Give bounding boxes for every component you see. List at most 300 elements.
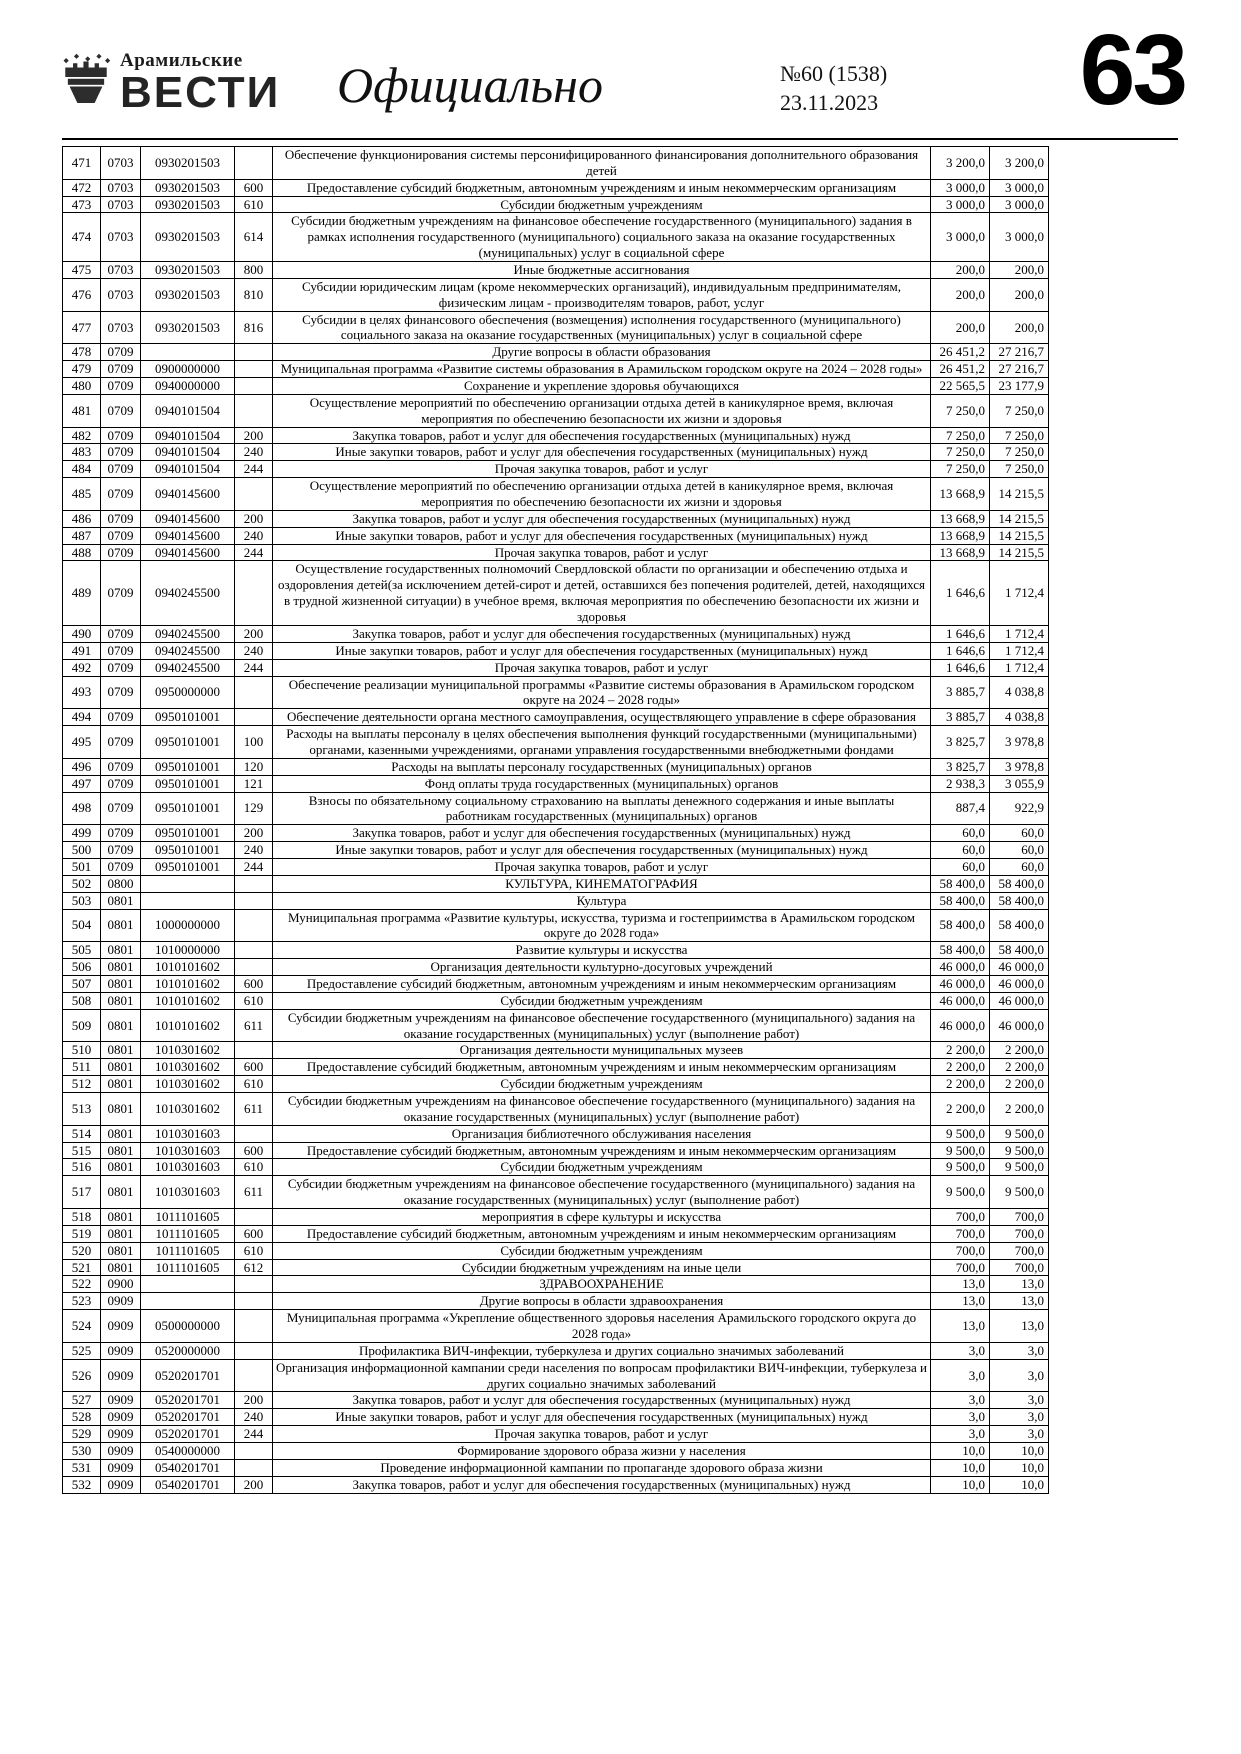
cell-type: 800 [235, 262, 273, 279]
cell-plan1: 2 938,3 [931, 775, 990, 792]
cell-section: 0709 [101, 461, 141, 478]
table-row [63, 758, 1049, 775]
cell-name: Прочая закупка товаров, работ и услуг [273, 858, 931, 875]
cell-type: 611 [235, 1009, 273, 1042]
cell-plan1: 3 825,7 [931, 726, 990, 759]
table-row [63, 478, 1049, 511]
cell-name: Иные закупки товаров, работ и услуг для обеспечения государственных (муниципальных) нужд [273, 527, 931, 544]
cell-num: 475 [63, 262, 101, 279]
cell-num: 514 [63, 1125, 101, 1142]
cell-type: 244 [235, 544, 273, 561]
cell-target: 0540000000 [141, 1443, 235, 1460]
cell-name: Организация библиотечного обслуживания населения [273, 1125, 931, 1142]
cell-plan2: 58 400,0 [990, 909, 1049, 942]
cell-section: 0909 [101, 1426, 141, 1443]
cell-name: Субсидии бюджетным учреждениям на финансовое обеспечение государственного (муниципального) задания на оказание государственных (муниципальных) услуг (выполнение работ) [273, 1092, 931, 1125]
cell-num: 526 [63, 1359, 101, 1392]
cell-target: 1000000000 [141, 909, 235, 942]
cell-name: Культура [273, 892, 931, 909]
cell-type: 610 [235, 1159, 273, 1176]
cell-num: 530 [63, 1443, 101, 1460]
cell-type: 240 [235, 842, 273, 859]
cell-num: 500 [63, 842, 101, 859]
table-row [63, 1159, 1049, 1176]
table-row [63, 461, 1049, 478]
cell-name: Осуществление мероприятий по обеспечению организации отдыха детей в каникулярное время, включая мероприятия по обеспечению безопасности их жизни и здоровья [273, 394, 931, 427]
cell-target: 0950000000 [141, 676, 235, 709]
cell-plan1: 3 885,7 [931, 709, 990, 726]
cell-plan2: 10,0 [990, 1476, 1049, 1493]
cell-plan1: 46 000,0 [931, 992, 990, 1009]
cell-plan1: 200,0 [931, 278, 990, 311]
cell-name: Предоставление субсидий бюджетным, автономным учреждениям и иным некоммерческим организациям [273, 975, 931, 992]
cell-target: 1010301603 [141, 1142, 235, 1159]
cell-type: 200 [235, 427, 273, 444]
cell-num: 473 [63, 196, 101, 213]
cell-num: 513 [63, 1092, 101, 1125]
cell-plan2: 3,0 [990, 1342, 1049, 1359]
cell-plan2: 60,0 [990, 825, 1049, 842]
cell-plan2: 14 215,5 [990, 544, 1049, 561]
table-row [63, 709, 1049, 726]
cell-type [235, 361, 273, 378]
cell-target: 1011101605 [141, 1225, 235, 1242]
cell-num: 515 [63, 1142, 101, 1159]
cell-section: 0801 [101, 975, 141, 992]
cell-plan1: 2 200,0 [931, 1059, 990, 1076]
cell-type: 611 [235, 1092, 273, 1125]
cell-section: 0709 [101, 561, 141, 625]
cell-num: 477 [63, 311, 101, 344]
cell-target: 0950101001 [141, 842, 235, 859]
cell-type: 610 [235, 992, 273, 1009]
cell-num: 478 [63, 344, 101, 361]
cell-section: 0909 [101, 1409, 141, 1426]
cell-target: 0520201701 [141, 1359, 235, 1392]
cell-plan2: 3,0 [990, 1426, 1049, 1443]
cell-name: Субсидии бюджетным учреждениям [273, 992, 931, 1009]
cell-section: 0709 [101, 676, 141, 709]
cell-plan1: 26 451,2 [931, 361, 990, 378]
cell-target: 1011101605 [141, 1259, 235, 1276]
table-row [63, 1225, 1049, 1242]
cell-type: 610 [235, 1242, 273, 1259]
cell-target: 1011101605 [141, 1209, 235, 1226]
cell-name: Иные закупки товаров, работ и услуг для обеспечения государственных (муниципальных) нужд [273, 1409, 931, 1426]
cell-type: 244 [235, 659, 273, 676]
table-row [63, 1443, 1049, 1460]
cell-plan2: 13,0 [990, 1310, 1049, 1343]
table-row [63, 726, 1049, 759]
cell-plan1: 26 451,2 [931, 344, 990, 361]
cell-plan2: 14 215,5 [990, 510, 1049, 527]
cell-type: 244 [235, 461, 273, 478]
cell-num: 489 [63, 561, 101, 625]
cell-target: 1010301602 [141, 1042, 235, 1059]
cell-name: Прочая закупка товаров, работ и услуг [273, 461, 931, 478]
cell-plan1: 700,0 [931, 1209, 990, 1226]
brand-text [120, 50, 281, 117]
cell-num: 474 [63, 213, 101, 262]
cell-num: 484 [63, 461, 101, 478]
cell-plan2: 200,0 [990, 311, 1049, 344]
cell-plan2: 700,0 [990, 1259, 1049, 1276]
cell-num: 495 [63, 726, 101, 759]
cell-num: 522 [63, 1276, 101, 1293]
cell-num: 498 [63, 792, 101, 825]
cell-plan2: 46 000,0 [990, 1009, 1049, 1042]
cell-section: 0709 [101, 344, 141, 361]
cell-section: 0909 [101, 1293, 141, 1310]
cell-section: 0709 [101, 394, 141, 427]
cell-type: 200 [235, 510, 273, 527]
cell-target: 0950101001 [141, 825, 235, 842]
cell-name: Предоставление субсидий бюджетным, автономным учреждениям и иным некоммерческим организациям [273, 1142, 931, 1159]
cell-num: 485 [63, 478, 101, 511]
cell-type: 610 [235, 1076, 273, 1093]
cell-type: 129 [235, 792, 273, 825]
cell-name: Проведение информационной кампании по пропаганде здорового образа жизни [273, 1459, 931, 1476]
cell-type: 600 [235, 1142, 273, 1159]
cell-name: Профилактика ВИЧ-инфекции, туберкулеза и других социально значимых заболеваний [273, 1342, 931, 1359]
cell-num: 518 [63, 1209, 101, 1226]
cell-section: 0801 [101, 1159, 141, 1176]
cell-type: 100 [235, 726, 273, 759]
newspaper-logo [60, 50, 281, 117]
cell-plan2: 3 000,0 [990, 179, 1049, 196]
cell-section: 0801 [101, 1042, 141, 1059]
table-row [63, 1310, 1049, 1343]
cell-plan2: 27 216,7 [990, 344, 1049, 361]
cell-target: 0930201503 [141, 262, 235, 279]
cell-target: 1010301603 [141, 1125, 235, 1142]
cell-target: 1010301602 [141, 1076, 235, 1093]
budget-table-body [63, 147, 1049, 1494]
table-row [63, 1459, 1049, 1476]
cell-type [235, 709, 273, 726]
cell-section: 0709 [101, 775, 141, 792]
cell-name: Обеспечение функционирования системы персонифицированного финансирования дополнительного образования детей [273, 147, 931, 180]
cell-section: 0703 [101, 179, 141, 196]
cell-target: 0940101504 [141, 444, 235, 461]
cell-section: 0709 [101, 427, 141, 444]
cell-section: 0709 [101, 825, 141, 842]
table-row [63, 992, 1049, 1009]
table-row [63, 825, 1049, 842]
cell-section: 0709 [101, 444, 141, 461]
cell-name: мероприятия в сфере культуры и искусства [273, 1209, 931, 1226]
cell-section: 0703 [101, 278, 141, 311]
cell-type: 612 [235, 1259, 273, 1276]
cell-plan1: 10,0 [931, 1443, 990, 1460]
table-row [63, 1426, 1049, 1443]
table-row [63, 196, 1049, 213]
cell-name: Предоставление субсидий бюджетным, автономным учреждениям и иным некоммерческим организациям [273, 179, 931, 196]
cell-num: 517 [63, 1176, 101, 1209]
cell-target [141, 892, 235, 909]
cell-type: 200 [235, 1392, 273, 1409]
cell-name: Субсидии в целях финансового обеспечения (возмещения) исполнения государственного (муниципального) социального заказа на оказание государственных (муниципальных) услуг в социальной сфере [273, 311, 931, 344]
cell-plan1: 9 500,0 [931, 1142, 990, 1159]
table-row [63, 1042, 1049, 1059]
table-row [63, 262, 1049, 279]
cell-plan1: 13 668,9 [931, 478, 990, 511]
cell-name: Расходы на выплаты персоналу государственных (муниципальных) органов [273, 758, 931, 775]
cell-plan2: 2 200,0 [990, 1042, 1049, 1059]
table-row [63, 909, 1049, 942]
brand-name-bottom: ВЕСТИ [120, 68, 281, 117]
table-row [63, 510, 1049, 527]
cell-section: 0801 [101, 1242, 141, 1259]
cell-plan1: 10,0 [931, 1476, 990, 1493]
cell-num: 493 [63, 676, 101, 709]
cell-plan2: 10,0 [990, 1443, 1049, 1460]
table-row [63, 344, 1049, 361]
cell-target: 0540201701 [141, 1476, 235, 1493]
cell-name: Закупка товаров, работ и услуг для обеспечения государственных (муниципальных) нужд [273, 427, 931, 444]
cell-plan2: 7 250,0 [990, 394, 1049, 427]
table-row [63, 1259, 1049, 1276]
cell-plan2: 2 200,0 [990, 1092, 1049, 1125]
cell-type: 121 [235, 775, 273, 792]
cell-type: 200 [235, 1476, 273, 1493]
cell-type [235, 344, 273, 361]
cell-target: 0500000000 [141, 1310, 235, 1343]
cell-plan1: 13 668,9 [931, 510, 990, 527]
cell-plan2: 58 400,0 [990, 942, 1049, 959]
cell-num: 486 [63, 510, 101, 527]
table-row [63, 278, 1049, 311]
cell-type [235, 892, 273, 909]
cell-target: 0940101504 [141, 461, 235, 478]
cell-type: 200 [235, 825, 273, 842]
cell-num: 471 [63, 147, 101, 180]
cell-name: Прочая закупка товаров, работ и услуг [273, 1426, 931, 1443]
cell-num: 482 [63, 427, 101, 444]
cell-plan2: 1 712,4 [990, 561, 1049, 625]
cell-plan1: 10,0 [931, 1459, 990, 1476]
cell-target [141, 1276, 235, 1293]
cell-name: Иные закупки товаров, работ и услуг для обеспечения государственных (муниципальных) нужд [273, 444, 931, 461]
cell-target: 0950101001 [141, 792, 235, 825]
table-row [63, 179, 1049, 196]
cell-plan1: 2 200,0 [931, 1042, 990, 1059]
cell-type [235, 1209, 273, 1226]
cell-section: 0801 [101, 1209, 141, 1226]
cell-plan1: 22 565,5 [931, 378, 990, 395]
table-row [63, 1409, 1049, 1426]
cell-plan1: 3 000,0 [931, 213, 990, 262]
table-row [63, 875, 1049, 892]
cell-num: 487 [63, 527, 101, 544]
cell-plan2: 58 400,0 [990, 875, 1049, 892]
cell-target: 0940145600 [141, 510, 235, 527]
cell-section: 0703 [101, 311, 141, 344]
cell-plan2: 9 500,0 [990, 1159, 1049, 1176]
cell-target: 0520201701 [141, 1392, 235, 1409]
cell-section: 0909 [101, 1310, 141, 1343]
cell-num: 497 [63, 775, 101, 792]
table-row [63, 378, 1049, 395]
cell-type: 600 [235, 975, 273, 992]
cell-plan2: 9 500,0 [990, 1125, 1049, 1142]
cell-target: 1010301602 [141, 1059, 235, 1076]
cell-type [235, 561, 273, 625]
cell-name: Обеспечение деятельности органа местного самоуправления, осуществляющего управление в сфере образования [273, 709, 931, 726]
table-row [63, 311, 1049, 344]
table-row [63, 394, 1049, 427]
cell-num: 510 [63, 1042, 101, 1059]
cell-type: 810 [235, 278, 273, 311]
cell-name: Субсидии бюджетным учреждениям на финансовое обеспечение государственного (муниципального) задания на оказание государственных (муниципальных) услуг (выполнение работ) [273, 1176, 931, 1209]
brand-name-top: Арамильские [120, 50, 243, 71]
cell-name: Иные закупки товаров, работ и услуг для обеспечения государственных (муниципальных) нужд [273, 842, 931, 859]
cell-name: Субсидии бюджетным учреждениям [273, 1159, 931, 1176]
cell-plan1: 46 000,0 [931, 959, 990, 976]
cell-target: 0940245500 [141, 625, 235, 642]
cell-name: Закупка товаров, работ и услуг для обеспечения государственных (муниципальных) нужд [273, 1476, 931, 1493]
cell-type: 200 [235, 625, 273, 642]
cell-target: 0950101001 [141, 775, 235, 792]
cell-target: 0940101504 [141, 427, 235, 444]
cell-target: 0940145600 [141, 527, 235, 544]
cell-target: 1010101602 [141, 975, 235, 992]
cell-target: 0520201701 [141, 1426, 235, 1443]
cell-name: Прочая закупка товаров, работ и услуг [273, 544, 931, 561]
cell-num: 508 [63, 992, 101, 1009]
cell-type [235, 478, 273, 511]
cell-plan1: 13,0 [931, 1310, 990, 1343]
cell-plan1: 13,0 [931, 1276, 990, 1293]
cell-num: 496 [63, 758, 101, 775]
cell-section: 0703 [101, 262, 141, 279]
cell-target: 1010101602 [141, 992, 235, 1009]
table-row [63, 642, 1049, 659]
cell-section: 0709 [101, 726, 141, 759]
table-row [63, 147, 1049, 180]
cell-target: 0940000000 [141, 378, 235, 395]
table-row [63, 775, 1049, 792]
cell-type: 244 [235, 858, 273, 875]
cell-num: 532 [63, 1476, 101, 1493]
table-row [63, 527, 1049, 544]
cell-plan1: 3 000,0 [931, 196, 990, 213]
cell-section: 0801 [101, 892, 141, 909]
cell-plan1: 58 400,0 [931, 909, 990, 942]
cell-section: 0709 [101, 544, 141, 561]
table-row [63, 1242, 1049, 1259]
cell-name: Субсидии бюджетным учреждениям [273, 1242, 931, 1259]
cell-name: Осуществление мероприятий по обеспечению организации отдыха детей в каникулярное время, включая мероприятия по обеспечению безопасности их жизни и здоровья [273, 478, 931, 511]
cell-plan1: 9 500,0 [931, 1176, 990, 1209]
cell-target: 0950101001 [141, 858, 235, 875]
cell-plan1: 200,0 [931, 311, 990, 344]
cell-plan2: 700,0 [990, 1225, 1049, 1242]
table-row [63, 213, 1049, 262]
table-row [63, 1392, 1049, 1409]
cell-plan2: 1 712,4 [990, 659, 1049, 676]
cell-section: 0801 [101, 1009, 141, 1042]
cell-num: 480 [63, 378, 101, 395]
cell-plan2: 7 250,0 [990, 461, 1049, 478]
cell-plan2: 3 055,9 [990, 775, 1049, 792]
cell-target: 1010301603 [141, 1176, 235, 1209]
cell-plan2: 200,0 [990, 262, 1049, 279]
cell-type [235, 378, 273, 395]
cell-num: 502 [63, 875, 101, 892]
cell-plan1: 1 646,6 [931, 642, 990, 659]
cell-plan2: 46 000,0 [990, 959, 1049, 976]
cell-plan1: 3,0 [931, 1392, 990, 1409]
cell-type [235, 1042, 273, 1059]
cell-name: Предоставление субсидий бюджетным, автономным учреждениям и иным некоммерческим организациям [273, 1059, 931, 1076]
cell-plan2: 14 215,5 [990, 527, 1049, 544]
cell-section: 0709 [101, 478, 141, 511]
cell-target: 1010101602 [141, 959, 235, 976]
cell-plan2: 200,0 [990, 278, 1049, 311]
cell-name: Расходы на выплаты персоналу в целях обеспечения выполнения функций государственными (муниципальными) органами, казенными учреждениями, органами управления государственными внебюджетными фондами [273, 726, 931, 759]
cell-type [235, 1125, 273, 1142]
cell-section: 0709 [101, 510, 141, 527]
cell-plan2: 922,9 [990, 792, 1049, 825]
cell-type: 120 [235, 758, 273, 775]
cell-section: 0801 [101, 1142, 141, 1159]
cell-section: 0709 [101, 642, 141, 659]
cell-plan1: 700,0 [931, 1242, 990, 1259]
cell-target: 0930201503 [141, 196, 235, 213]
cell-plan1: 3 200,0 [931, 147, 990, 180]
issue-info [780, 60, 887, 117]
cell-plan1: 9 500,0 [931, 1125, 990, 1142]
table-row [63, 444, 1049, 461]
cell-name: Закупка товаров, работ и услуг для обеспечения государственных (муниципальных) нужд [273, 625, 931, 642]
table-row [63, 1276, 1049, 1293]
cell-plan1: 7 250,0 [931, 461, 990, 478]
table-row [63, 1092, 1049, 1125]
cell-target: 1010101602 [141, 1009, 235, 1042]
table-row [63, 959, 1049, 976]
cell-name: Организация деятельности культурно-досуговых учреждений [273, 959, 931, 976]
cell-plan2: 9 500,0 [990, 1142, 1049, 1159]
cell-target: 1011101605 [141, 1242, 235, 1259]
cell-type: 600 [235, 1059, 273, 1076]
cell-name: Формирование здорового образа жизни у населения [273, 1443, 931, 1460]
cell-type: 614 [235, 213, 273, 262]
cell-name: Другие вопросы в области здравоохранения [273, 1293, 931, 1310]
cell-plan1: 1 646,6 [931, 625, 990, 642]
cell-section: 0801 [101, 942, 141, 959]
cell-num: 488 [63, 544, 101, 561]
town-crest-icon [60, 52, 112, 109]
cell-num: 499 [63, 825, 101, 842]
cell-plan1: 700,0 [931, 1259, 990, 1276]
cell-name: Организация деятельности муниципальных музеев [273, 1042, 931, 1059]
table-row [63, 427, 1049, 444]
cell-target: 0940245500 [141, 659, 235, 676]
cell-section: 0909 [101, 1443, 141, 1460]
cell-section: 0909 [101, 1476, 141, 1493]
cell-plan1: 200,0 [931, 262, 990, 279]
table-row [63, 625, 1049, 642]
table-row [63, 1359, 1049, 1392]
cell-section: 0801 [101, 1076, 141, 1093]
cell-name: Субсидии бюджетным учреждениям на иные цели [273, 1259, 931, 1276]
cell-target: 0940245500 [141, 561, 235, 625]
cell-plan2: 3,0 [990, 1359, 1049, 1392]
cell-target [141, 875, 235, 892]
cell-type [235, 1459, 273, 1476]
cell-name: Иные бюджетные ассигнования [273, 262, 931, 279]
